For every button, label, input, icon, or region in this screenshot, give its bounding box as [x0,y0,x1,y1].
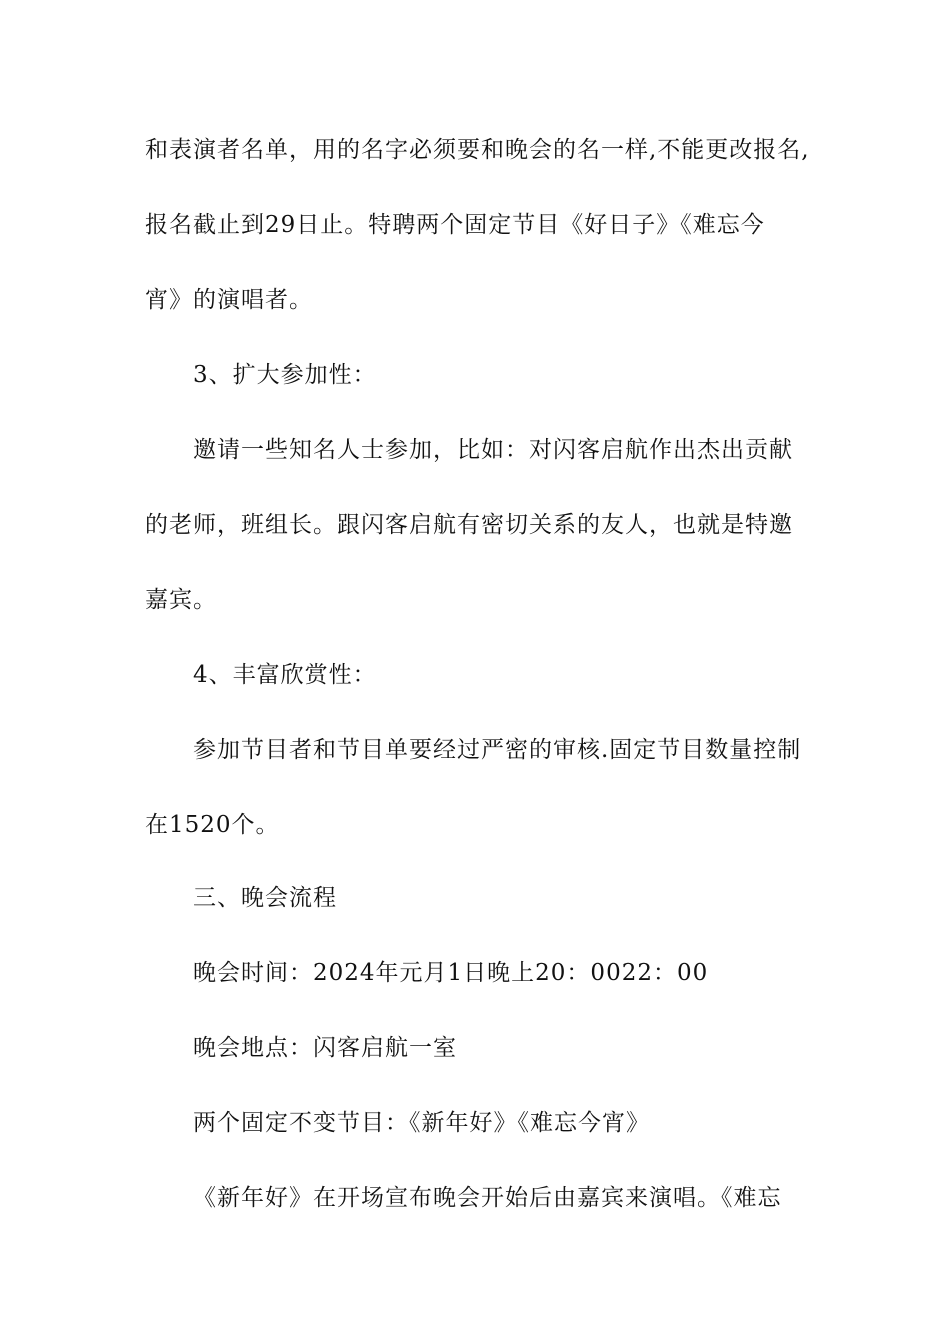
text-line-5: 邀请一些知名人士参加，比如：对闪客启航作出杰出贡献 [193,437,793,463]
section-heading-3: 3、扩大参加性： [193,362,377,388]
text-line-1: 和表演者名单，用的名字必须要和晚会的名一样,不能更改报名, [145,137,810,163]
event-time-line: 晚会时间：2024年元月1日晚上20：0022：00 [193,960,709,986]
text-line-3: 宵》的演唱者。 [145,287,313,313]
text-line-2: 报名截止到29日止。特聘两个固定节目《好日子》《难忘今 [145,212,765,238]
text-line-6: 的老师，班组长。跟闪客启航有密切关系的友人，也就是特邀 [145,512,793,538]
fixed-programs-line: 两个固定不变节目：《新年好》《难忘今宵》 [193,1110,650,1136]
text-line-15: 《新年好》在开场宣布晚会开始后由嘉宾来演唱。《难忘 [193,1185,782,1211]
event-location-line: 晚会地点：闪客启航一室 [193,1035,457,1061]
text-line-7: 嘉宾。 [145,587,217,613]
text-line-9: 参加节目者和节目单要经过严密的审核.固定节目数量控制 [193,737,802,763]
text-line-10: 在1520个。 [145,812,280,838]
section-heading-three: 三、晚会流程 [193,885,337,911]
section-heading-4: 4、丰富欣赏性： [193,662,377,688]
